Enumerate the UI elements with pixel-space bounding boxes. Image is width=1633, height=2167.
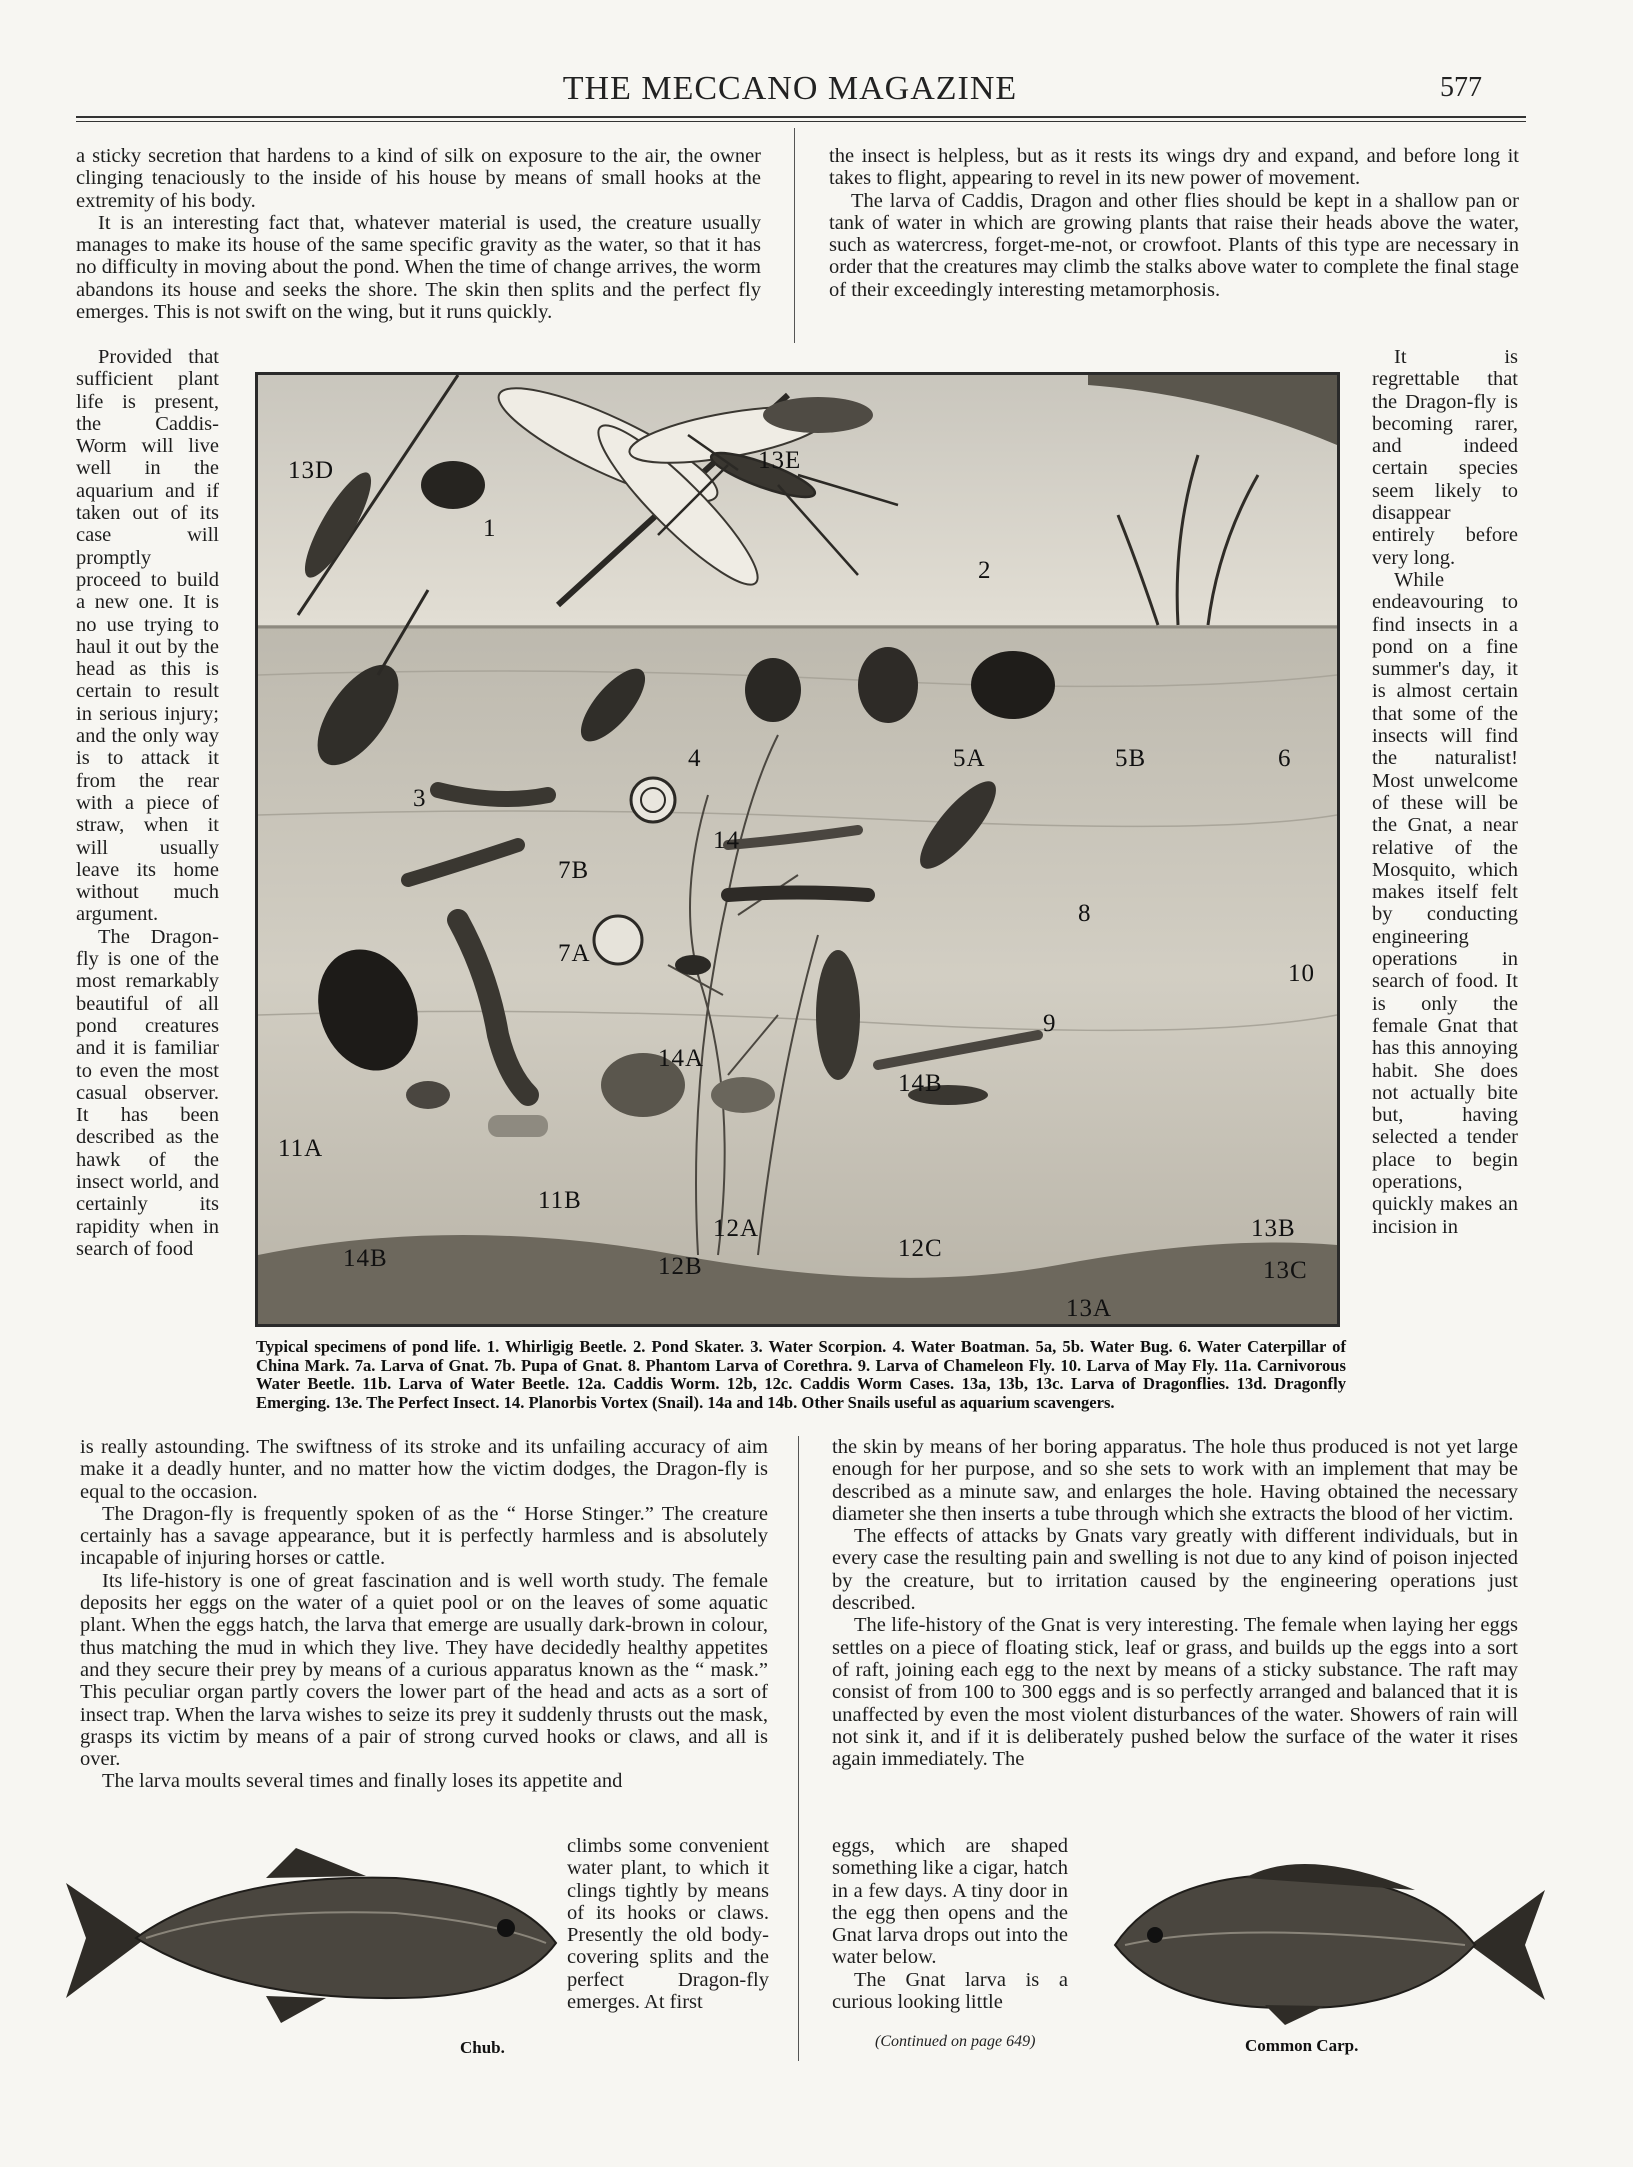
- magazine-title: THE MECCANO MAGAZINE: [562, 70, 1018, 107]
- specimen-label: 11B: [538, 1187, 582, 1214]
- pond-life-illustration: [255, 372, 1340, 1327]
- page-number: 577: [1440, 72, 1482, 103]
- specimen-label: 5A: [953, 745, 986, 772]
- specimen-label: 11A: [278, 1135, 324, 1162]
- specimen-label: 13D: [288, 457, 335, 484]
- article-column-bottom-right: [832, 1436, 1518, 1770]
- specimen-label: 14A: [658, 1045, 705, 1072]
- specimen-label: 13C: [1263, 1257, 1308, 1284]
- specimen-label: 13A: [1066, 1295, 1113, 1322]
- header-rule-thin: [76, 121, 1526, 122]
- specimen-label: 5B: [1115, 745, 1147, 772]
- paragraph: the insect is helpless, but as it rests its wings dry and expand, and before long it takes to flight, appearing to revel in its new power of movement.: [829, 145, 1519, 190]
- paragraph: The Dragon-fly is one of the most remarkably beautiful of all pond creatures and it is familiar to even the most casual observer. It has been described as the hawk of the insect world, and certainly its rapidity when in search of food: [76, 925, 219, 1260]
- paragraph: the skin by means of her boring apparatus. The hole thus produced is not yet large enough for her purpose, and so she sets to work with an implement that may be described as a minute saw, and enlarges the hole. Having obtained the necessary diameter she then inserts a tube through which she extracts the blood of her victim.: [832, 1436, 1518, 1525]
- paragraph: It is an interesting fact that, whatever material is used, the creature usually manages to make its house of the same specific gravity as the water, so that it has no difficulty in moving about the pond. When the time of change arrives, the worm abandons its house and seeks the shore. The skin then splits and the perfect fly emerges. This is not swift on the wing, but it runs quickly.: [76, 211, 761, 324]
- specimen-label: 14: [713, 827, 740, 854]
- paragraph: The larva moults several times and finally loses its appetite and: [102, 1770, 623, 1793]
- paragraph: It is regrettable that the Dragon-fly is becoming rarer, and indeed certain species seem likely to disappear entirely before very long.: [1372, 346, 1518, 569]
- specimen-label: 4: [688, 745, 702, 772]
- paragraph: The larva of Caddis, Dragon and other flies should be kept in a shallow pan or tank of water in which are growing plants that raise their heads above the water, such as watercress, forget-me-not, or crowfoot. Plants of this type are necessary in order that the creatures may climb the stalks above water to complete the final stage of their exceedingly interesting metamorphosis.: [829, 189, 1519, 301]
- paragraph: eggs, which are shaped something like a cigar, hatch in a few days. A tiny door in the egg then opens and the Gnat larva drops out into the water below.: [832, 1835, 1068, 1969]
- column-divider-top: [794, 128, 795, 343]
- chub-fish-illustration: [66, 1848, 566, 2028]
- paragraph: Provided that sufficient plant life is present, the Caddis-Worm will live well in the aquarium and if taken out of its case will promptly proceed to build a new one. It is no use trying to haul it out by the head as this is certain to result in serious injury; and the only way is to attack it from the rear with a piece of straw, when it will usually leave its home without much argument.: [76, 346, 219, 926]
- specimen-label: 9: [1043, 1010, 1057, 1037]
- article-column-top-right: [829, 145, 1519, 301]
- paragraph: The Dragon-fly is frequently spoken of as the “ Horse Stinger.” The creature certainly has a savage appearance, but it is perfectly harmless and is absolutely incapable of injuring horses or cattle.: [80, 1502, 768, 1570]
- continued-note: (Continued on page 649): [875, 2033, 1036, 2050]
- specimen-label: 12C: [898, 1235, 943, 1262]
- paragraph: The life-history of the Gnat is very interesting. The female when laying her eggs settles on a piece of floating stick, leaf or grass, and builds up the eggs into a sort of raft, joining each egg to the next by means of a sticky substance. The raft may consist of from 100 to 300 eggs and is so perfectly arranged and balanced that it is unaffected by even the most violent disturbances of the water. Showers of rain will not sink it, and if it is deliberately pushed below the surface of the water it rises again immediately. The: [832, 1614, 1518, 1771]
- article-column-top-left: [76, 145, 761, 323]
- article-column-bottom-left: [80, 1436, 768, 1793]
- paragraph: The Gnat larva is a curious looking little: [832, 1968, 1068, 2014]
- header-rule: [76, 116, 1526, 118]
- chub-label: Chub.: [460, 2038, 505, 2057]
- article-column-narrow-left: [76, 346, 219, 1260]
- specimen-label: 10: [1288, 960, 1315, 987]
- carp-fish-illustration: [1085, 1850, 1545, 2025]
- specimen-label: 12B: [658, 1253, 703, 1280]
- paragraph: Its life-history is one of great fascination and is well worth study. The female deposits her eggs on the water of a quiet pool or on the leaves of some aquatic plant. When the eggs hatch, the larva that emerge are usually dark-brown in colour, thus matching the mud in which they live. They have decidedly healthy appetites and they secure their prey by means of a curious apparatus known as the “ mask.” This peculiar organ partly covers the lower part of the head and acts as a sort of insect trap. When the larva wishes to seize its prey it suddenly thrusts out the mask, grasps its victim by means of a pair of strong curved hooks or claws, and all is over.: [80, 1569, 768, 1771]
- carp-label: Common Carp.: [1245, 2036, 1359, 2055]
- specimen-label: 7B: [558, 857, 590, 884]
- paragraph: climbs some convenient water plant, to which it clings tightly by means of its hooks or claws. Presently the old body-covering splits and the perfect Dragon-fly emerges. At first: [567, 1835, 769, 2014]
- specimen-label: 8: [1078, 900, 1092, 927]
- specimen-label: 7A: [558, 940, 591, 967]
- specimen-label: 2: [978, 557, 992, 584]
- specimen-label: 3: [413, 785, 427, 812]
- specimen-label: 1: [483, 515, 497, 542]
- paragraph: While endeavouring to find insects in a pond on a fine summer's day, it is almost certain that some of the insects will find the naturalist! Most unwelcome of these will be the Gnat, a near relative of the Mosquito, which makes itself felt by conducting engineering operations in search of food. It is only the female Gnat that has this annoying habit. She does not actually bite but, having selected a tender place to begin operations, quickly makes an incision in: [1372, 568, 1518, 1238]
- specimen-label: 13E: [758, 447, 802, 474]
- paragraph: The effects of attacks by Gnats vary greatly with different individuals, but in every case the resulting pain and swelling is not due to any kind of poison injected by the creature, but to irritation caused by the engineering operations just described.: [832, 1525, 1518, 1615]
- illustration-caption: Typical specimens of pond life. 1. Whirligig Beetle. 2. Pond Skater. 3. Water Scorpion. 4. Water Boatman. 5a, 5b. Water Bug. 6. Water Caterpillar of China Mark. 7a. Larva of Gnat. 7b. Pupa of Gnat. 8. Phantom Larva of Corethra. 9. Larva of Chameleon Fly. 10. Larva of May Fly. 11a. Carnivorous Water Beetle. 11b. Larva of Water Beetle. 12a. Caddis Worm. 12b, 12c. Caddis Worm Cases. 13a, 13b, 13c. Larva of Dragonflies. 13d. Dragonfly Emerging. 13e. The Perfect Insect. 14. Planorbis Vortex (Snail). 14a and 14b. Other Snails useful as aquarium scavengers.: [256, 1337, 1346, 1412]
- article-column-carp-side: [832, 1835, 1068, 2013]
- specimen-label: 6: [1278, 745, 1292, 772]
- column-divider-bottom: [798, 1436, 799, 2061]
- specimen-label: 12A: [713, 1215, 760, 1242]
- article-column-narrow-right: [1372, 346, 1518, 1238]
- specimen-label: 13B: [1251, 1215, 1296, 1242]
- specimen-label: 14B: [898, 1070, 943, 1097]
- paragraph: a sticky secretion that hardens to a kind of silk on exposure to the air, the owner clinging tenaciously to the inside of his house by means of small hooks at the extremity of his body.: [76, 145, 761, 212]
- article-column-chub-side: [567, 1835, 769, 2013]
- pond-scene-drawing: [258, 375, 1337, 1324]
- paragraph: is really astounding. The swiftness of its stroke and its unfailing accuracy of aim make it a deadly hunter, and no matter how the victim dodges, the Dragon-fly is equal to the occasion.: [80, 1436, 768, 1503]
- specimen-label: 14B: [343, 1245, 388, 1272]
